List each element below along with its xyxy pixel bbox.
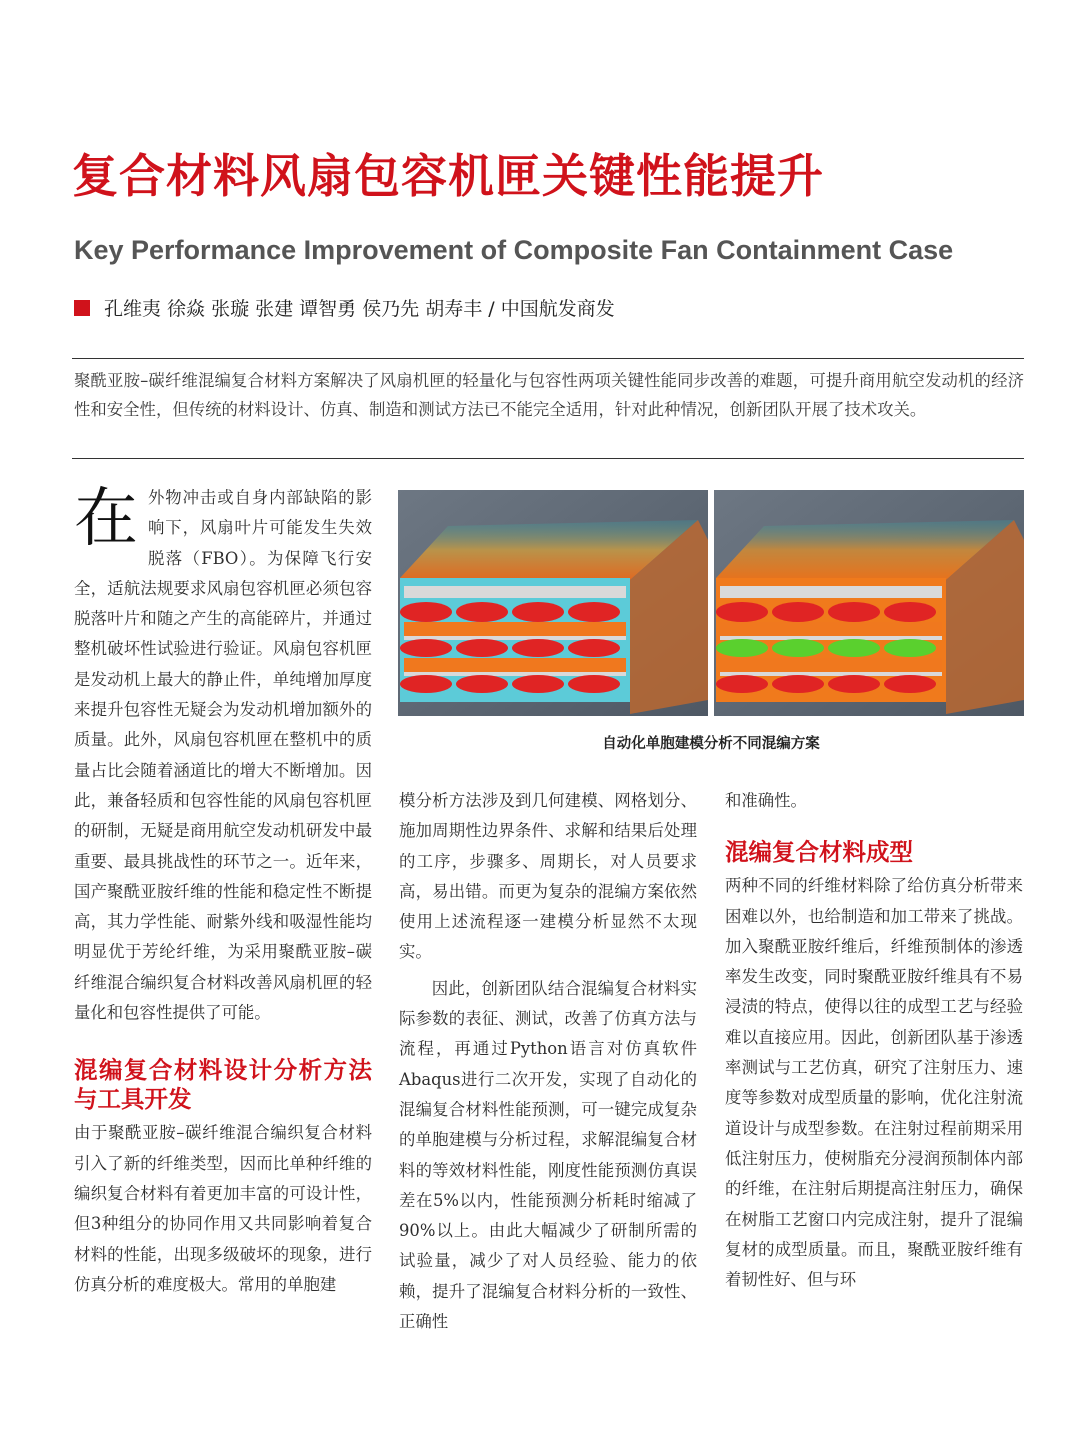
col3-paragraph-1: 和准确性。 — [725, 791, 807, 810]
unit-cell-model-right — [714, 490, 1024, 716]
section-heading-design-analysis: 混编复合材料设计分析方法与工具开发 — [74, 1056, 372, 1114]
figure-unit-cell-models — [398, 490, 1024, 716]
abstract-top-rule — [72, 358, 1024, 359]
author-line — [74, 294, 1034, 324]
article-subtitle: Key Performance Improvement of Composite Fan Containment Case — [74, 235, 954, 265]
intro-text: 外物冲击或自身内部缺陷的影响下，风扇叶片可能发生失效脱落（FBO）。为保障飞行安全，适航法规要求风扇包容机匣必须包容脱落叶片和随之产生的高能碎片，并通过整机破坏性试验进行验证。风扇包容机匣是发动机上最大的静止件，单纯增加厚度来提升包容性无疑会为发动机增加额外的质量。此外，风扇包容机匣在整机中的质量占比会随着涵道比的增大不断增加。因此，兼备轻质和包容性能的风扇包容机匣的研制，无疑是商用航空发动机研发中最重要、最具挑战性的环节之一。近年来，国产聚酰亚胺纤维的性能和稳定性不断提高，其力学性能、耐紫外线和吸湿性能均明显优于芳纶纤维，为采用聚酰亚胺–碳纤维混合编织复合材料改善风扇机匣的轻量化和包容性提供了可能。 — [74, 488, 372, 1023]
col2-paragraph-1: 模分析方法涉及到几何建模、网格划分、施加周期性边界条件、求解和结果后处理的工序，步骤多、周期长，对人员要求高，易出错。而更为复杂的混编方案依然使用上述流程逐一建模分析显然不太现实。 — [399, 791, 697, 962]
figure-caption: 自动化单胞建模分析不同混编方案 — [602, 736, 820, 752]
unit-cell-model-left — [398, 490, 708, 716]
section-heading-molding: 混编复合材料成型 — [725, 838, 913, 867]
column-2 — [399, 786, 697, 1337]
authors-text: 孔维夷 徐焱 张璇 张建 谭智勇 侯乃先 胡寿丰 / 中国航发商发 — [104, 298, 615, 320]
article-title: 复合材料风扇包容机匣关键性能提升 — [72, 149, 824, 203]
drop-cap: 在 — [74, 482, 138, 556]
col2-paragraph-2: 因此，创新团队结合混编复合材料实际参数的表征、测试，改善了仿真方法与流程，再通过Python语言对仿真软件Abaqus进行二次开发，实现了自动化的混编复合材料性能预测，可一键完成复杂的单胞建模与分析过程，求解混编复合材料的等效材料性能，刚度性能预测仿真误差在5%以内，性能预测分析耗时缩减了90%以上。由此大幅减少了研制所需的试验量，减少了对人员经验、能力的依赖，提升了混编复合材料分析的一致性、正确性 — [399, 978, 697, 1332]
abstract-bottom-rule — [72, 458, 1024, 459]
section2-paragraph: 两种不同的纤维材料除了给仿真分析带来困难以外，也给制造和加工带来了挑战。加入聚酰亚胺纤维后，纤维预制体的渗透率发生改变，同时聚酰亚胺纤维具有不易浸渍的特点，使得以往的成型工艺与经验难以直接应用。因此，创新团队基于渗透率测试与工艺仿真，研究了注射压力、速度等参数对成型质量的影响，优化注射流道设计与成型参数。在注射过程前期采用低注射压力，使树脂充分浸润预制体内部的纤维，在注射后期提高注射压力，确保在树脂工艺窗口内完成注射，提升了混编复材的成型质量。而且，聚酰亚胺纤维有着韧性好、但与环 — [725, 876, 1023, 1290]
column-1 — [74, 483, 372, 1300]
column-3 — [725, 786, 1023, 1295]
intro-paragraph — [74, 483, 372, 1028]
abstract: 聚酰亚胺–碳纤维混编复合材料方案解决了风扇机匣的轻量化与包容性两项关键性能同步改善的难题，可提升商用航空发动机的经济性和安全性，但传统的材料设计、仿真、制造和测试方法已不能完全适用，针对此种情况，创新团队开展了技术攻关。 — [74, 371, 1024, 419]
section1-paragraph: 由于聚酰亚胺–碳纤维混合编织复合材料引入了新的纤维类型，因而比单种纤维的编织复合材料有着更加丰富的可设计性，但3种组分的协同作用又共同影响着复合材料的性能，出现多级破坏的现象，进行仿真分析的难度极大。常用的单胞建 — [74, 1123, 372, 1294]
red-square-marker — [74, 300, 90, 316]
